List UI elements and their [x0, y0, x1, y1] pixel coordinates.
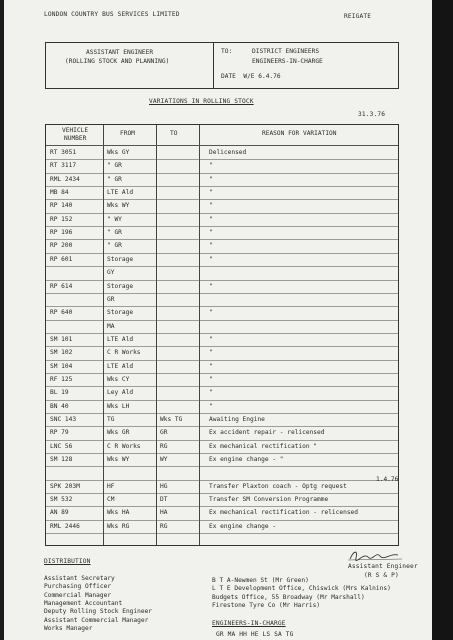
distribution-title: DISTRIBUTION — [44, 558, 91, 565]
vehicle-number-cell: RT 3051 — [50, 149, 77, 156]
memo-header-box — [45, 42, 399, 89]
distribution-item: Deputy Rolling Stock Engineer — [44, 608, 153, 616]
vehicle-number-cell: RP 614 — [50, 282, 73, 290]
reason-cell: " — [209, 175, 213, 183]
to-label: TO: — [221, 48, 233, 55]
vehicle-number-cell: AN 89 — [50, 509, 69, 517]
vehicle-number-cell: RML 2446 — [50, 522, 80, 530]
memo-date — [221, 73, 281, 80]
row-rule — [46, 253, 398, 254]
col-header-vehicle: VEHICLE — [62, 127, 89, 134]
reason-cell: " — [209, 162, 213, 170]
engineers-codes: GR MA HH HE LS SA TG — [216, 631, 294, 638]
to-cell: Wks TG — [160, 416, 183, 423]
report-date: 31.3.76 — [358, 111, 386, 118]
variations-table — [45, 124, 399, 546]
reason-cell: Transfer Plaxton coach - Optg request — [209, 482, 347, 490]
row-rule — [46, 266, 398, 267]
reason-cell: " — [209, 282, 213, 290]
to-cell: DT — [160, 496, 168, 504]
vehicle-number-cell: RP 640 — [50, 309, 73, 317]
vehicle-number-cell: SNC 143 — [50, 416, 77, 423]
from-cell: Ley Ald — [107, 389, 134, 397]
row-rule — [46, 186, 398, 187]
row-rule — [46, 533, 398, 534]
inline-date: 1.4.76 — [376, 476, 399, 483]
reason-cell: " — [209, 215, 213, 223]
vehicle-number-cell: RP 200 — [50, 242, 73, 250]
from-line-2: (ROLLING STOCK AND PLANNING) — [65, 58, 170, 65]
from-cell: Storage — [107, 282, 134, 290]
reason-cell: " — [209, 335, 213, 343]
reason-cell: Ex mechanical rectification " — [209, 442, 318, 450]
row-rule — [46, 293, 398, 294]
from-cell: CM — [107, 496, 115, 504]
scan-edge — [432, 0, 453, 640]
vehicle-number-cell: RP 152 — [50, 215, 73, 223]
from-cell: Wks GR — [107, 429, 130, 437]
row-rule — [46, 493, 398, 494]
row-rule — [46, 506, 398, 507]
date-value: W/E 6.4.76 — [243, 73, 281, 80]
vehicle-number-cell: SM 128 — [50, 456, 73, 464]
row-rule — [46, 173, 398, 174]
memo-from-block — [46, 43, 214, 88]
from-cell: Storage — [107, 255, 134, 263]
vehicle-number-cell: RP 601 — [50, 255, 73, 263]
from-cell: Wks CY — [107, 375, 130, 383]
distribution-item: Commercial Manager — [44, 591, 112, 599]
vehicle-number-cell: RP 79 — [50, 429, 69, 437]
row-rule — [46, 386, 398, 387]
row-rule — [46, 480, 398, 481]
reason-cell: " — [209, 349, 213, 357]
to-cell: HG — [160, 482, 168, 490]
from-cell: TG — [107, 416, 115, 423]
row-rule — [46, 400, 398, 401]
row-rule — [46, 413, 398, 414]
from-cell: LTE Ald — [107, 362, 134, 370]
from-cell: C R Works — [107, 349, 141, 357]
engineers-title: ENGINEERS-IN-CHARGE — [212, 620, 286, 627]
from-cell: Wks WY — [107, 202, 130, 210]
vehicle-number-cell: RML 2434 — [50, 175, 80, 183]
row-rule — [46, 226, 398, 227]
vehicle-number-cell: MB 84 — [50, 189, 69, 197]
reason-cell: " — [209, 389, 213, 397]
depot-name: REIGATE — [344, 13, 372, 20]
reason-cell: " — [209, 189, 213, 197]
row-rule — [46, 360, 398, 361]
row-rule — [46, 199, 398, 200]
column-divider — [156, 125, 157, 545]
vehicle-number-cell: SM 104 — [50, 362, 73, 370]
from-cell: Wks HA — [107, 509, 130, 517]
reason-cell: Transfer SM Conversion Programme — [209, 496, 329, 504]
from-cell: " GR — [107, 175, 122, 183]
reason-cell: " — [209, 375, 213, 383]
row-rule — [46, 280, 398, 281]
row-rule — [46, 320, 398, 321]
reason-cell: Ex mechanical rectification - relicensed — [209, 509, 359, 517]
vehicle-number-cell: RF 125 — [50, 375, 73, 383]
distribution-item: Works Manager — [44, 624, 93, 632]
distribution-item: Assistant Secretary — [44, 575, 115, 582]
column-divider — [103, 125, 104, 545]
to-line-2: ENGINEERS-IN-CHARGE — [252, 58, 323, 65]
date-label: DATE — [221, 73, 236, 80]
company-name: LONDON COUNTRY BUS SERVICES LIMITED — [44, 11, 180, 18]
from-cell: C R Works — [107, 442, 141, 450]
from-cell: Wks LH — [107, 402, 130, 410]
reason-cell: Ex accident repair - relicensed — [209, 429, 325, 437]
signature-subtitle: (R S & P) — [364, 572, 399, 579]
distribution-item: Purchasing Officer — [44, 583, 112, 591]
row-rule — [46, 159, 398, 160]
from-cell: MA — [107, 322, 115, 330]
from-cell: " GR — [107, 242, 122, 250]
to-cell: WY — [160, 456, 168, 464]
reason-cell: " — [209, 309, 213, 317]
from-cell: LTE Ald — [107, 189, 134, 197]
from-line-1: ASSISTANT ENGINEER — [86, 49, 154, 56]
from-cell: Wks GY — [107, 149, 130, 156]
reason-cell: Ex engine change - " — [209, 456, 284, 464]
from-cell: " WY — [107, 215, 122, 223]
reason-cell: " — [209, 202, 213, 210]
distribution-item: B T A-Newmen St (Mr Green) — [212, 577, 309, 584]
vehicle-number-cell: SM 532 — [50, 496, 73, 504]
distribution-item: Firestone Tyre Co (Mr Harris) — [212, 601, 321, 609]
col-header-reason: REASON FOR VARIATION — [262, 130, 337, 137]
to-cell: GR — [160, 429, 168, 437]
document-page — [4, 0, 432, 640]
from-cell: GR — [107, 295, 115, 303]
row-rule — [46, 333, 398, 334]
distribution-item: L T E Development Office, Chiswick (Mrs Kalnins) — [212, 585, 391, 593]
from-cell: GY — [107, 269, 115, 277]
row-rule — [46, 453, 398, 454]
reason-cell: " — [209, 229, 213, 237]
vehicle-number-cell: BN 40 — [50, 402, 69, 410]
vehicle-number-cell: SPK 203M — [50, 482, 80, 490]
row-rule — [46, 440, 398, 441]
vehicle-number-cell: SM 102 — [50, 349, 73, 357]
vehicle-number-cell: SM 101 — [50, 335, 73, 343]
reason-cell: " — [209, 255, 213, 263]
to-cell: RG — [160, 442, 168, 450]
column-divider — [199, 125, 200, 545]
vehicle-number-cell: RP 140 — [50, 202, 73, 210]
row-rule — [46, 213, 398, 214]
row-rule — [46, 306, 398, 307]
vehicle-number-cell: LNC 56 — [50, 442, 73, 450]
header-rule — [46, 145, 398, 146]
from-cell: " GR — [107, 162, 122, 170]
from-cell: Wks RG — [107, 522, 130, 530]
from-cell: LTE Ald — [107, 335, 134, 343]
vehicle-number-cell: RT 3117 — [50, 162, 77, 170]
to-cell: HA — [160, 509, 168, 517]
row-rule — [46, 346, 398, 347]
from-cell: HF — [107, 482, 115, 490]
from-cell: Storage — [107, 309, 134, 317]
reason-cell: Delicensed — [209, 149, 247, 156]
signature-title: Assistant Engineer — [348, 563, 418, 570]
distribution-item: Budgets Office, 55 Broadway (Mr Marshall) — [212, 593, 365, 601]
col-header-to: TO — [170, 130, 178, 137]
from-cell: " GR — [107, 229, 122, 237]
reason-cell: Awaiting Engine — [209, 416, 265, 423]
reason-cell: Ex engine change - — [209, 522, 277, 530]
vehicle-number-cell: RP 196 — [50, 229, 73, 237]
col-header-from: FROM — [120, 130, 135, 137]
to-cell: RG — [160, 522, 168, 530]
vehicle-number-cell: BL 19 — [50, 389, 69, 397]
reason-cell: " — [209, 362, 213, 370]
col-header-number: NUMBER — [64, 135, 87, 142]
from-cell: Wks WY — [107, 456, 130, 464]
reason-cell: " — [209, 402, 213, 410]
row-rule — [46, 239, 398, 240]
row-rule — [46, 466, 398, 467]
distribution-item: Assistant Commercial Manager — [44, 616, 149, 624]
signature-mark — [346, 548, 404, 562]
to-line-1: DISTRICT ENGINEERS — [252, 48, 320, 55]
row-rule — [46, 373, 398, 374]
reason-cell: " — [209, 242, 213, 250]
distribution-item: Management Accountant — [44, 599, 123, 607]
section-title: VARIATIONS IN ROLLING STOCK — [149, 98, 254, 105]
row-rule — [46, 520, 398, 521]
row-rule — [46, 426, 398, 427]
